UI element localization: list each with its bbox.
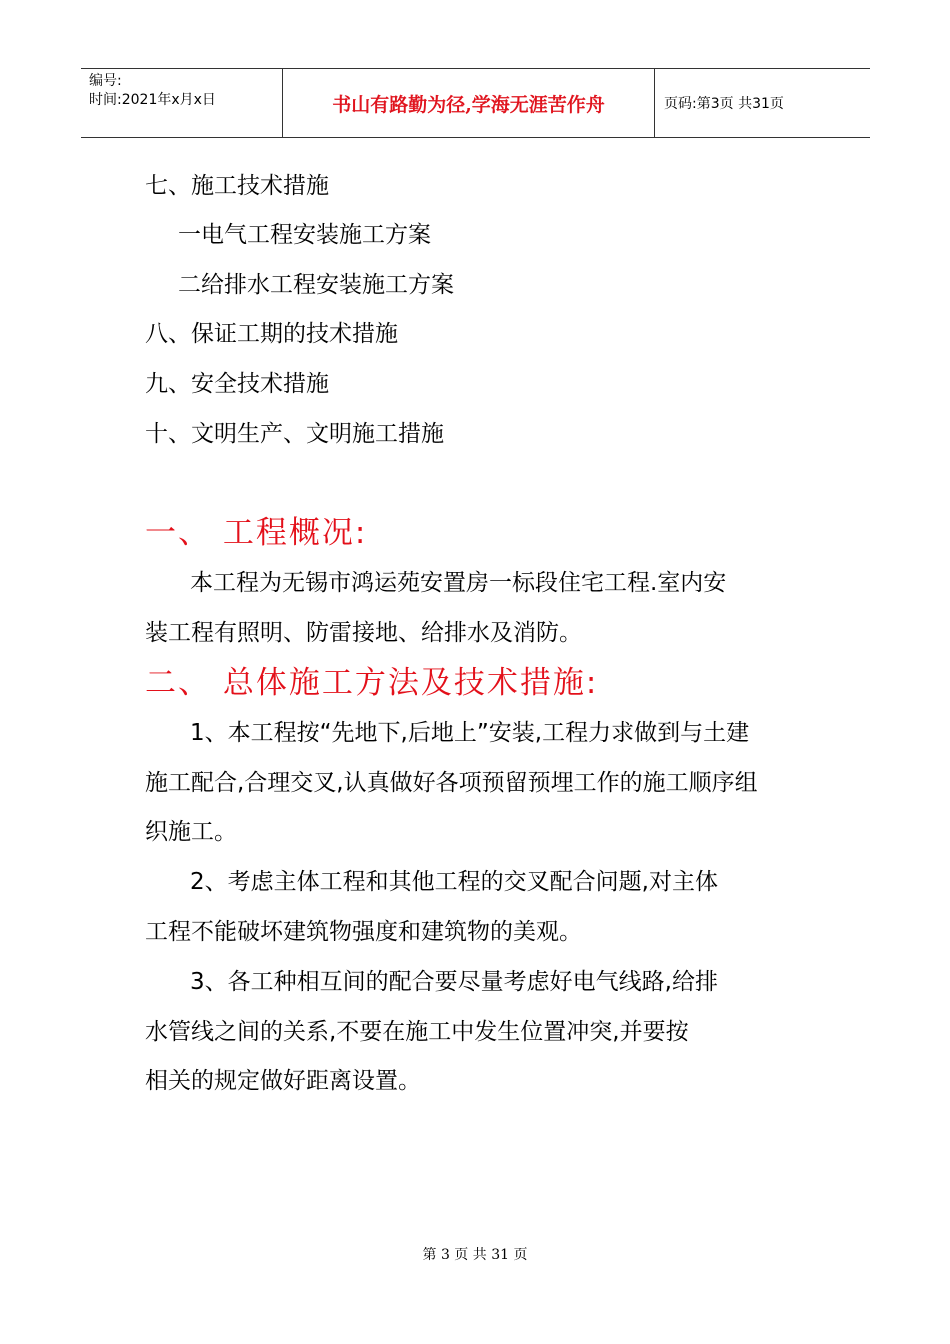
body-line: 水管线之间的关系,不要在施工中发生位置冲突,并要按	[145, 1019, 689, 1045]
body-line: 2、考虑主体工程和其他工程的交叉配合问题,对主体	[190, 869, 718, 895]
header-divider	[654, 69, 655, 137]
toc-item: 一电气工程安装施工方案	[178, 222, 431, 248]
page-footer: 第 3 页 共 31 页	[422, 1247, 528, 1263]
body-line: 1、本工程按“先地下,后地上”安装,工程力求做到与土建	[190, 720, 750, 746]
body-line: 装工程有照明、防雷接地、给排水及消防。	[145, 620, 582, 646]
toc-item: 十、文明生产、文明施工措施	[145, 421, 444, 447]
page-header	[81, 68, 870, 138]
toc-item: 八、保证工期的技术措施	[145, 321, 398, 347]
toc-item: 七、施工技术措施	[145, 173, 329, 199]
body-line: 施工配合,合理交叉,认真做好各项预留预埋工作的施工顺序组	[145, 770, 758, 796]
body-line: 织施工。	[145, 819, 237, 845]
toc-item: 二给排水工程安装施工方案	[178, 272, 454, 298]
header-meta	[89, 72, 216, 110]
body-line: 本工程为无锡市鸿运苑安置房一标段住宅工程.室内安	[190, 570, 727, 596]
number-label: 编号:	[89, 73, 122, 89]
section-heading: 二、 总体施工方法及技术措施:	[145, 665, 599, 701]
section-heading: 一、 工程概况:	[145, 515, 368, 551]
header-page-label: 页码:第3页 共31页	[664, 96, 784, 112]
body-line: 3、各工种相互间的配合要尽量考虑好电气线路,给排	[190, 969, 718, 995]
time-label: 时间:2021年x月x日	[89, 92, 216, 108]
body-line: 工程不能破坏建筑物强度和建筑物的美观。	[145, 919, 582, 945]
toc-item: 九、安全技术措施	[145, 371, 329, 397]
header-motto: 书山有路勤为径,学海无涯苦作舟	[332, 93, 605, 116]
body-line: 相关的规定做好距离设置。	[145, 1068, 421, 1094]
